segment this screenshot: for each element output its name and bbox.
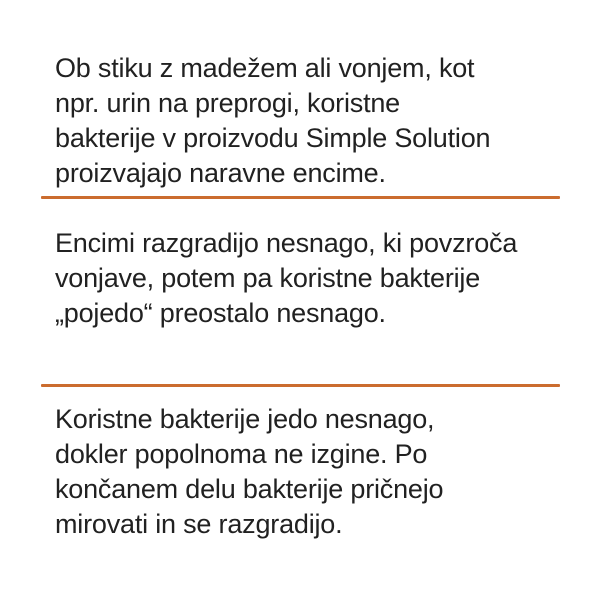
divider-line: [41, 196, 560, 199]
paragraph-enzyme-production: [55, 51, 490, 191]
paragraph-enzymes-break-down: [55, 226, 517, 331]
text-line: Koristne bakterije jedo nesnago,: [55, 404, 435, 434]
divider-line: [41, 384, 560, 387]
text-line: npr. urin na preprogi, koristne: [55, 88, 400, 118]
text-line: „pojedo“ preostalo nesnago.: [55, 298, 386, 328]
text-line: vonjave, potem pa koristne bakterije: [55, 263, 481, 293]
text-line: Encimi razgradijo nesnago, ki povzroča: [55, 228, 518, 258]
text-line: mirovati in se razgradijo.: [55, 509, 343, 539]
paragraph-bacteria-eat-dirt: [55, 402, 443, 542]
text-line: bakterije v proizvodu Simple Solution: [55, 123, 491, 153]
text-line: dokler popolnoma ne izgine. Po: [55, 439, 428, 469]
text-line: proizvajajo naravne encime.: [55, 158, 386, 188]
text-line: končanem delu bakterije pričnejo: [55, 474, 444, 504]
text-line: Ob stiku z madežem ali vonjem, kot: [55, 53, 475, 83]
